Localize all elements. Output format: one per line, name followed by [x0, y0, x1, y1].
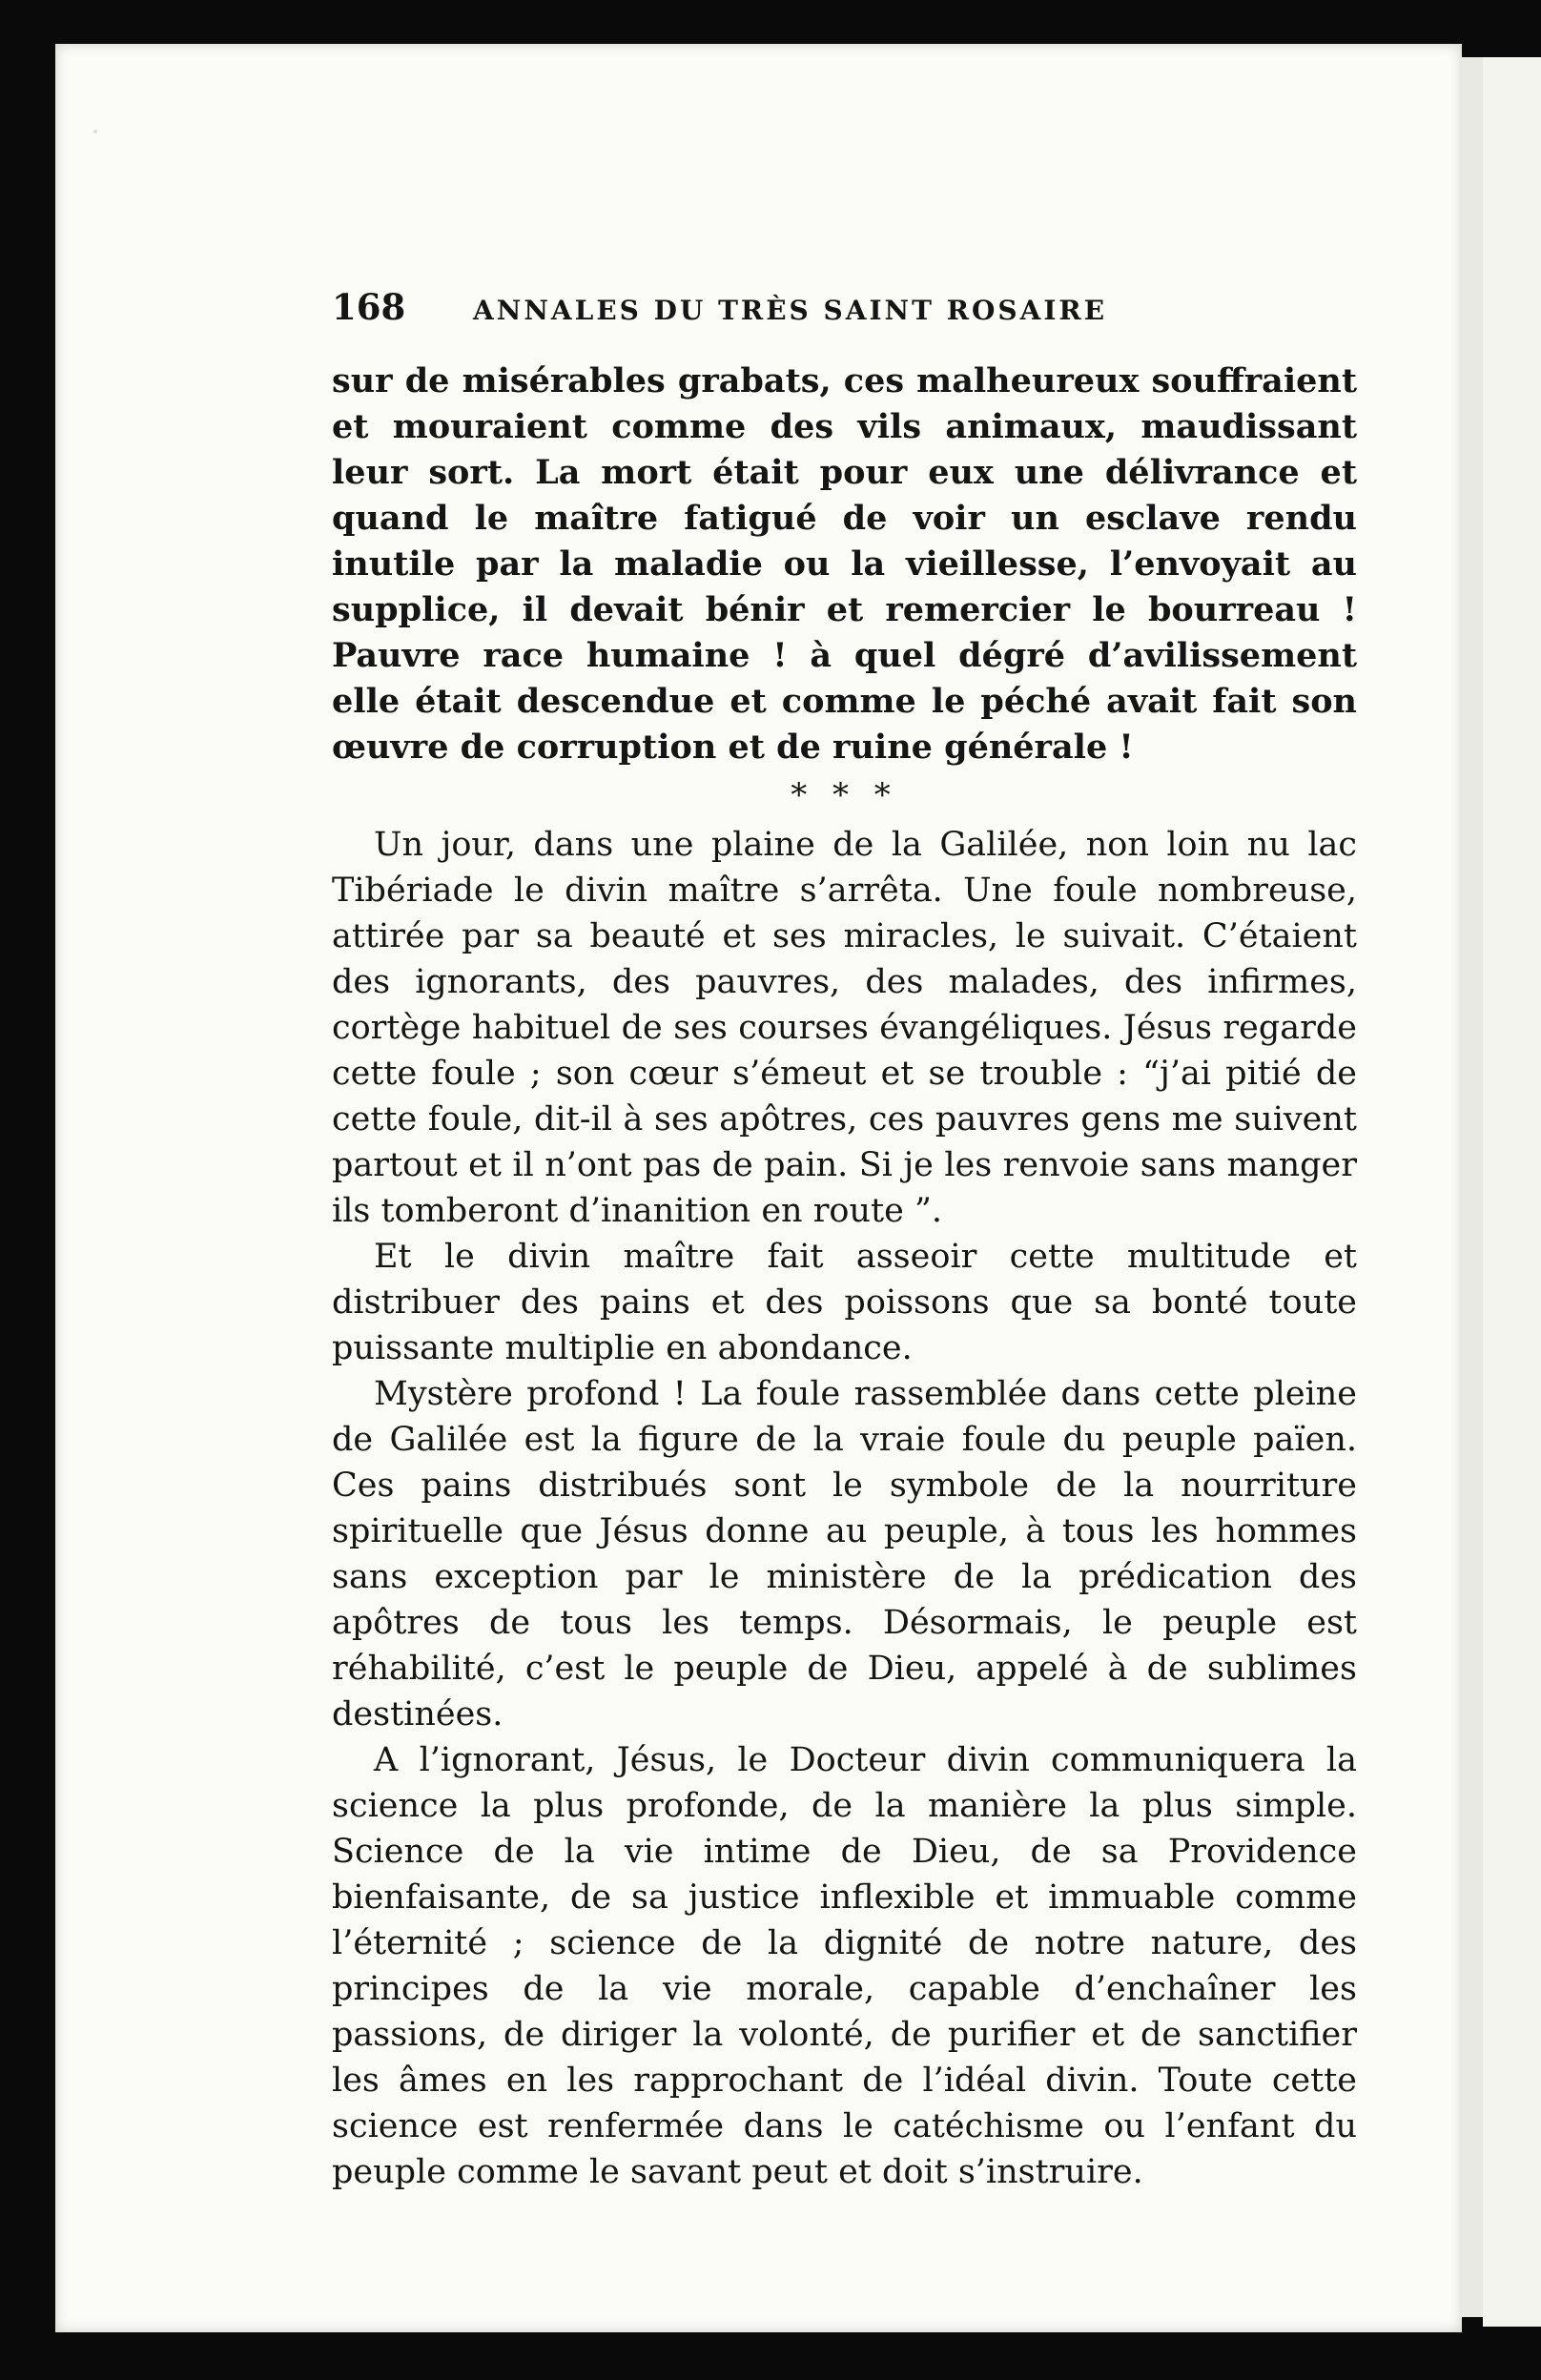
page-number: 168 — [332, 286, 406, 328]
section-separator: * * * — [791, 776, 898, 814]
paragraph-continued: sur de misérables grabats, ces malheureux souffraient et mouraient comme des vils animaux, maudissant leur sort. La mort était pour eux une délivrance et quand le maître fatigué de voir un esclave rendu inutile par la maladie ou la vieillesse, l’envoyait au supplice, il devait bénir et remercier le bourreau ! Pauvre race humaine ! à quel dégré d’avilissement elle était descendue et comme le péché avait fait son œuvre de corruption et de ruine générale ! — [332, 361, 1357, 767]
paragraph: Mystère profond ! La foule rassemblée dans cette pleine de Galilée est la figure de la vraie foule du peuple païen. Ces pains distribués sont le symbole de la nourriture spirituelle que Jésus donne au peuple, à tous les hommes sans exception par le ministère de la prédication des apôtres de tous les temps. Désormais, le peuple est réhabilité, c’est le peuple de Dieu, appelé à de sublimes destinées. — [332, 1375, 1357, 1734]
paragraph: Un jour, dans une plaine de la Galilée, non loin nu lac Tibériade le divin maître s’arrêta. Une foule nombreuse, attirée par sa beauté et ses miracles, le suivait. C’étaient des ignorants, des pauvres, des malades, des infirmes, cortège habituel de ses courses évangéliques. Jésus regarde cette foule ; son cœur s’émeut et se trouble : “j’ai pitié de cette foule, dit-il à ses apôtres, ces pauvres gens me suivent partout et il n’ont pas de pain. Si je les renvoie sans manger ils tomberont d’inanition en route ”. — [332, 826, 1357, 1230]
book-gutter — [1462, 57, 1483, 2317]
adjacent-page-edge — [1483, 57, 1541, 2327]
page-text — [332, 286, 1357, 2195]
paragraph: Et le divin maître fait asseoir cette multitude et distribuer des pains et des poissons que sa bonté toute puissante multiplie en abondance. — [332, 1238, 1357, 1367]
running-title: ANNALES DU TRÈS SAINT ROSAIRE — [473, 295, 1108, 326]
paragraph: A l’ignorant, Jésus, le Docteur divin communiquera la science la plus profonde, de la manière la plus simple. Science de la vie intime de Dieu, de sa Providence bienfaisante, de sa justice inflexible et immuable comme l’éternité ; science de la dignité de notre nature, des principes de la vie morale, capable d’enchaîner les passions, de diriger la volonté, de purifier et de sanctifier les âmes en les rapprochant de l’idéal divin. Toute cette science est renfermée dans le catéchisme ou l’enfant du peuple comme le savant peut et doit s’instruire. — [332, 1741, 1357, 2191]
running-header — [332, 286, 1357, 353]
paper-speck — [93, 130, 97, 133]
